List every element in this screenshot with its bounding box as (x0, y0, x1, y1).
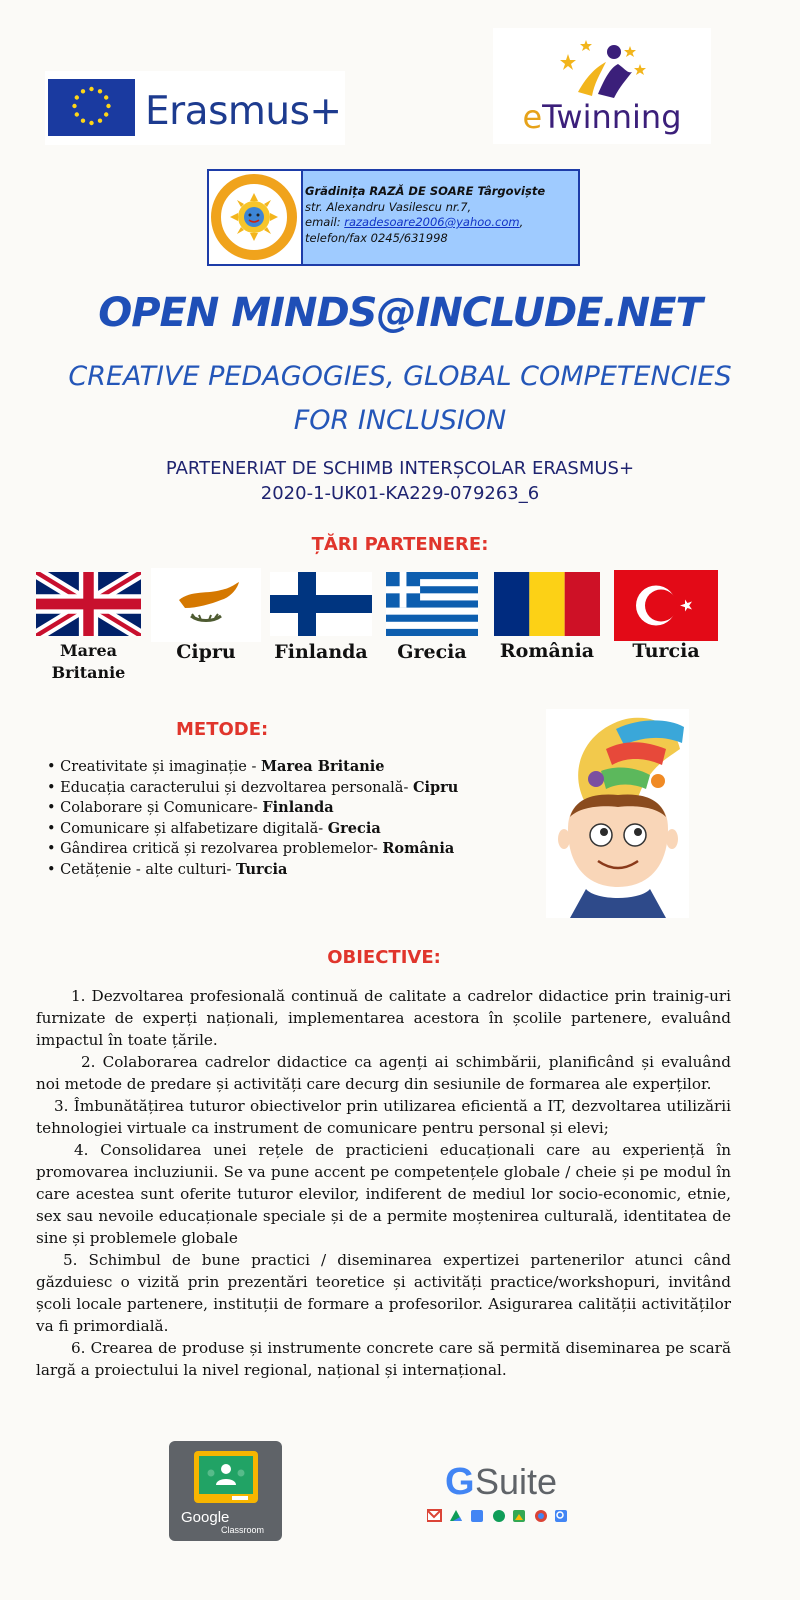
country-name-uk: Marea Britanie (51, 641, 126, 682)
school-email-line: email: razadesoare2006@yahoo.com, (305, 215, 524, 229)
finland-flag-icon (270, 572, 372, 636)
school-sun-logo (209, 171, 303, 264)
school-contact-text (305, 184, 545, 246)
objectives-text (36, 985, 731, 1381)
gsuite-g-letter: G (445, 1461, 475, 1503)
objective-item: 1. Dezvoltarea profesională continuă de calitate a cadrelor didactice prin trainig-uri furnizate de experți naționali, implementarea acestora în școlile partenere, evaluând impactul în toate țările. (36, 987, 731, 1049)
methods-heading: METODE: (176, 719, 269, 740)
method-item: • Comunicare și alfabetizare digitală- Grecia (47, 819, 458, 840)
eu-flag-icon (48, 79, 135, 136)
uk-flag-icon (36, 572, 141, 636)
creative-child-illustration (546, 709, 689, 918)
gsuite-app-icons (427, 1508, 591, 1524)
project-subtitle: CREATIVE PEDAGOGIES, GLOBAL COMPETENCIES FOR INCLUSION (68, 361, 732, 436)
method-item: • Colaborare și Comunicare- Finlanda (47, 798, 458, 819)
method-item: • Creativitate și imaginație - Marea Britanie (47, 757, 458, 778)
romania-flag-icon (494, 572, 600, 636)
objective-item: 3. Îmbunătățirea tuturor obiectivelor prin utilizarea eficientă a IT, dezvoltarea utilizării tehnologiei virtuale ca instrument de comunicare pentru personal și elevi; (36, 1097, 731, 1137)
school-phone: telefon/fax 0245/631998 (305, 230, 448, 245)
gsuite-logo (427, 1462, 607, 1524)
country-name-romania: România (499, 640, 595, 662)
method-item: • Gândirea critică și rezolvarea problemelor- România (47, 839, 458, 860)
project-title: OPEN MINDS@INCLUDE.NET (98, 290, 702, 336)
school-address: str. Alexandru Vasilescu nr.7, (305, 199, 472, 214)
school-name: Grădinița RAZĂ DE SOARE Târgoviște (305, 184, 546, 198)
classroom-word-classroom: Classroom (221, 1525, 265, 1535)
school-info-box (207, 169, 580, 266)
country-name-greece: Grecia (397, 641, 467, 663)
google-classroom-logo (169, 1441, 282, 1541)
objective-item: 5. Schimbul de bune practici / diseminarea expertizei partenerilor atunci când găzduiesc o vizită prin prezentări teoretice și activități practice/workshopuri, invitând școli locale partenere, instituții de formare a profesorilor. Asigurarea calității activităților va fi primordială. (36, 1251, 731, 1335)
objective-item: 2. Colaborarea cadrelor didactice ca agenți ai schimbării, planificând și evaluând noi metode de predare și activități care decurg din sesiunile de formarea ale experților. (36, 1053, 731, 1093)
country-name-finland: Finlanda (274, 641, 368, 663)
erasmus-logo (45, 71, 345, 145)
partners-heading: ȚĂRI PARTENERE: (311, 534, 489, 555)
objectives-heading: OBIECTIVE: (327, 947, 441, 968)
etwinning-wordmark: eTwinning (522, 98, 682, 136)
classroom-board-icon (194, 1451, 258, 1503)
partnership-info: PARTENERIAT DE SCHIMB INTERȘCOLAR ERASMUS+ 2020-1-UK01-KA229-079263_6 (165, 458, 635, 504)
methods-list (47, 757, 458, 880)
method-item: • Cetățenie - alte culturi- Turcia (47, 860, 458, 881)
country-name-turkey: Turcia (632, 640, 700, 662)
greece-flag-icon (386, 572, 478, 636)
gsuite-word: Suite (475, 1461, 558, 1502)
school-email-link[interactable]: razadesoare2006@yahoo.com (344, 215, 520, 229)
objective-item: 4. Consolidarea unei rețele de practicieni educaționali care au experiență în promovarea incluziunii. Se va pune accent pe competențele globale / cheie și pe modul în care acestea sunt oferite tuturor elevilor, indiferent de mediul lor socio-economic, etnie, sex sau nevoile educaționale speciale și de a permite moștenirea culturală, identitatea de sine și problemele globale (36, 1141, 731, 1247)
turkey-flag-icon (614, 570, 718, 641)
country-name-cyprus: Cipru (176, 641, 236, 663)
objective-item: 6. Crearea de produse și instrumente concrete care să permită diseminarea pe scară largă a proiectului la nivel regional, național și internațional. (36, 1339, 731, 1379)
classroom-word-google: Google (181, 1509, 230, 1526)
erasmus-wordmark: Erasmus+ (145, 89, 342, 134)
etwinning-figure-icon (548, 34, 658, 100)
cyprus-flag-icon (151, 568, 261, 642)
method-item: • Educația caracterului și dezvoltarea personală- Cipru (47, 778, 458, 799)
etwinning-logo (493, 28, 711, 144)
